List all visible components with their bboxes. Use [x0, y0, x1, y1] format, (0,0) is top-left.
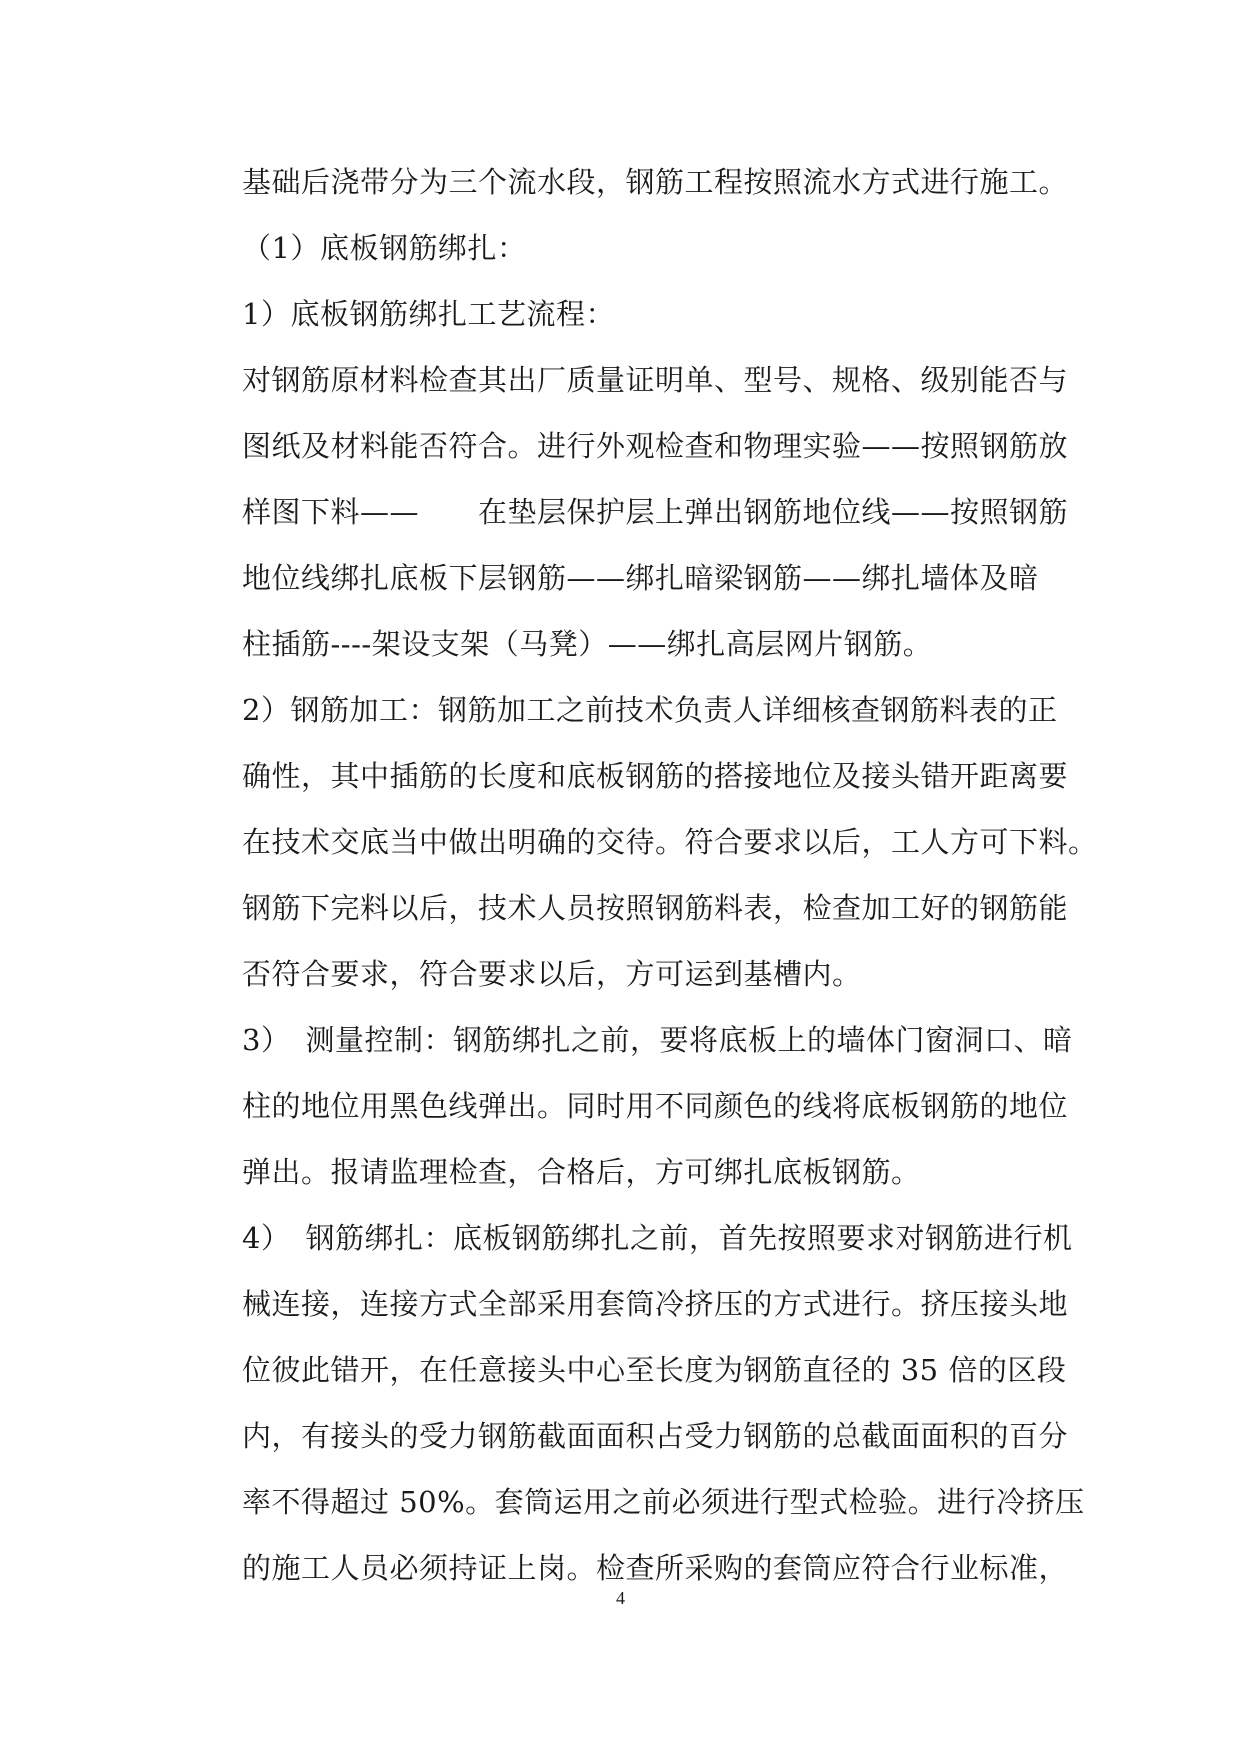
text-line: 确性，其中插筋的长度和底板钢筋的搭接地位及接头错开距离要 — [242, 759, 1069, 793]
text-line: 率不得超过 50%。套筒运用之前必须进行型式检验。进行冷挤压 — [242, 1485, 1085, 1519]
text-line: 基础后浇带分为三个流水段，钢筋工程按照流水方式进行施工。 — [242, 165, 1069, 199]
text-line: 否符合要求，符合要求以后，方可运到基槽内。 — [242, 957, 862, 991]
text-line: 柱的地位用黑色线弹出。同时用不同颜色的线将底板钢筋的地位 — [242, 1089, 1069, 1123]
section-heading: （1）底板钢筋绑扎： — [242, 231, 527, 265]
text-line: 地位线绑扎底板下层钢筋——绑扎暗梁钢筋——绑扎墙体及暗 — [242, 561, 1039, 595]
text-line: 4） 钢筋绑扎：底板钢筋绑扎之前，首先按照要求对钢筋进行机 — [242, 1221, 1073, 1255]
text-line: 图纸及材料能否符合。进行外观检查和物理实验——按照钢筋放 — [242, 429, 1069, 463]
page-number: 4 — [616, 1588, 625, 1608]
text-line: 柱插筋----架设支架（马凳）——绑扎高层网片钢筋。 — [242, 627, 933, 661]
text-line: 位彼此错开，在任意接头中心至长度为钢筋直径的 35 倍的区段 — [242, 1353, 1067, 1387]
text-line: 弹出。报请监理检查，合格后，方可绑扎底板钢筋。 — [242, 1155, 921, 1189]
subsection-heading: 1）底板钢筋绑扎工艺流程： — [242, 297, 615, 331]
text-line: 在技术交底当中做出明确的交待。符合要求以后，工人方可下料。 — [242, 825, 1098, 859]
text-line: 样图下料—— 在垫层保护层上弹出钢筋地位线——按照钢筋 — [242, 495, 1069, 529]
text-line: 内，有接头的受力钢筋截面面积占受力钢筋的总截面面积的百分 — [242, 1419, 1069, 1453]
text-line: 3） 测量控制：钢筋绑扎之前，要将底板上的墙体门窗洞口、暗 — [242, 1023, 1073, 1057]
text-line: 对钢筋原材料检查其出厂质量证明单、型号、规格、级别能否与 — [242, 363, 1069, 397]
text-line: 的施工人员必须持证上岗。检查所采购的套筒应符合行业标准， — [242, 1551, 1069, 1585]
text-line: 2）钢筋加工：钢筋加工之前技术负责人详细核查钢筋料表的正 — [242, 693, 1058, 727]
text-line: 钢筋下完料以后，技术人员按照钢筋料表，检查加工好的钢筋能 — [242, 891, 1069, 925]
text-line: 械连接，连接方式全部采用套筒冷挤压的方式进行。挤压接头地 — [242, 1287, 1069, 1321]
